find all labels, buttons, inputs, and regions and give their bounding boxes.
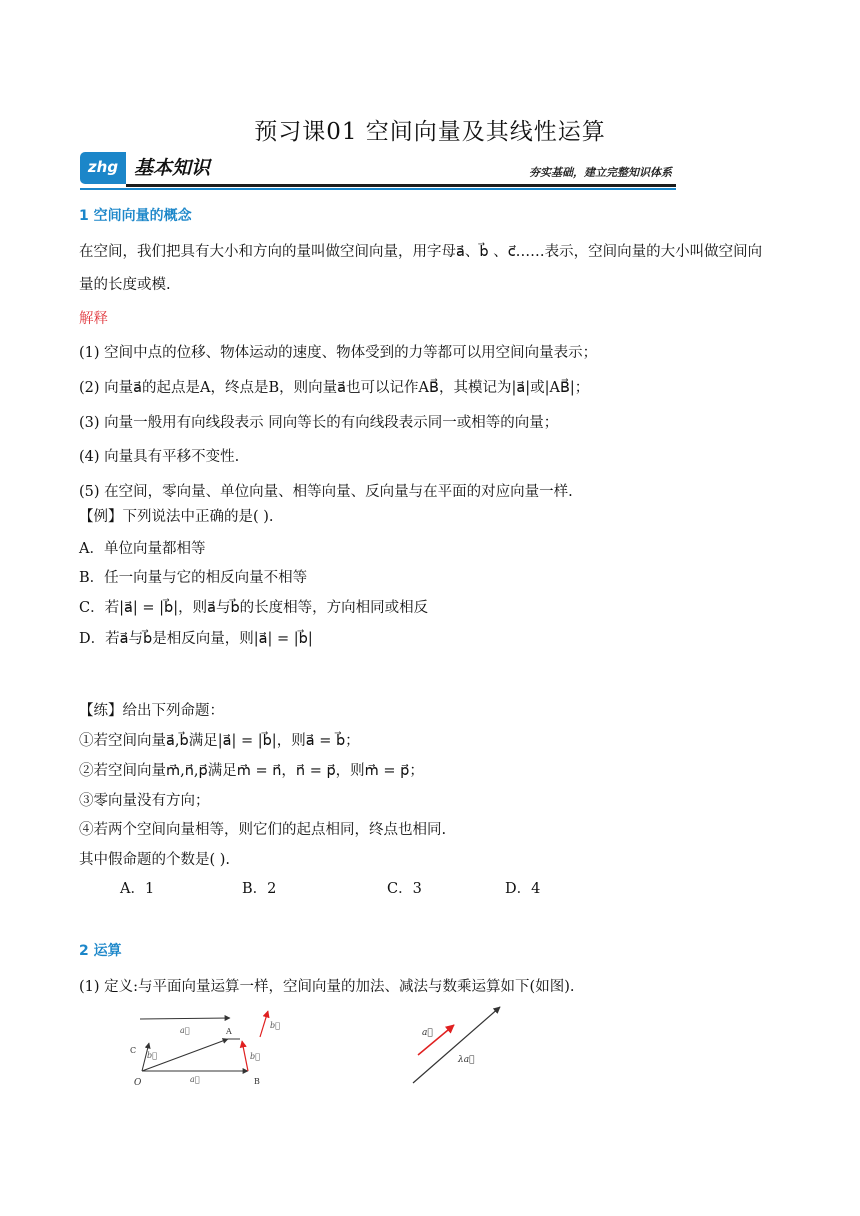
banner-logo: zhg bbox=[80, 152, 126, 184]
practice-item-2: ②若空间向量m⃗,n⃗,p⃗满足m⃗ = n⃗，n⃗ = p⃗，则m⃗ = p⃗； bbox=[79, 763, 424, 779]
point-2: (2) 向量a⃗的起点是A，终点是B，则向量a⃗也可以记作AB⃗，其模记为|a⃗|或|AB⃗|； bbox=[79, 380, 590, 396]
practice-item-1: ①若空间向量a⃗,b⃗满足|a⃗| = |b⃗|，则a⃗ = b⃗； bbox=[79, 733, 360, 749]
label-bottom-a: a⃗ bbox=[190, 1075, 200, 1084]
label-top-a: a⃗ bbox=[180, 1026, 190, 1035]
practice-item-4: ④若两个空间向量相等，则它们的起点相同，终点也相同. bbox=[79, 822, 447, 838]
example-option-c[interactable]: C．若|a⃗| = |b⃗|，则a⃗与b⃗的长度相等，方向相同或相反 bbox=[79, 600, 429, 616]
label-left-b: b⃗ bbox=[147, 1051, 157, 1060]
label-o: O bbox=[134, 1078, 142, 1088]
label-right-b: b⃗ bbox=[250, 1052, 260, 1061]
page-title: 预习课01 空间向量及其线性运算 bbox=[254, 119, 606, 145]
example-option-b[interactable]: B．任一向量与它的相反向量不相等 bbox=[79, 570, 308, 586]
label-lambda-a: λa⃗ bbox=[458, 1055, 475, 1065]
practice-choice-b[interactable]: B．2 bbox=[242, 881, 277, 897]
example-stem: 【例】下列说法中正确的是( ). bbox=[79, 509, 274, 525]
intro-line-1: 在空间，我们把具有大小和方向的量叫做空间向量，用字母a⃗、b⃗ 、c⃗……表示，空间向量的大小叫做空间向 bbox=[79, 244, 763, 260]
explain-label: 解释 bbox=[79, 311, 108, 327]
section1-heading: 1 空间向量的概念 bbox=[79, 208, 192, 224]
label-top-b: b⃗ bbox=[270, 1021, 280, 1030]
label-c: C bbox=[130, 1046, 137, 1055]
intro-line-2: 量的长度或模. bbox=[79, 277, 171, 293]
practice-choice-c[interactable]: C．3 bbox=[387, 881, 422, 897]
point-1: (1) 空间中点的位移、物体运动的速度、物体受到的力等都可以用空间向量表示； bbox=[79, 345, 598, 361]
label-vector-a: a⃗ bbox=[422, 1028, 433, 1038]
banner-heading: 基本知识 bbox=[134, 157, 211, 179]
point-5: (5) 在空间，零向量、单位向量、相等向量、反向量与在平面的对应向量一样. bbox=[79, 484, 573, 500]
banner-rule bbox=[126, 184, 676, 187]
banner-slogan: 夯实基础，建立完整知识体系 bbox=[529, 166, 672, 179]
operation-definition: (1) 定义:与平面向量运算一样，空间向量的加法、减法与数乘运算如下(如图). bbox=[79, 979, 575, 995]
example-option-d[interactable]: D．若a⃗与b⃗是相反向量，则|a⃗| = |b⃗| bbox=[79, 631, 313, 647]
section-banner bbox=[80, 150, 676, 190]
arrow-top-b bbox=[260, 1011, 268, 1037]
practice-question: 其中假命题的个数是( ). bbox=[79, 852, 231, 868]
label-A: A bbox=[226, 1027, 232, 1036]
arrow-lambda-a bbox=[413, 1007, 500, 1083]
section2-heading: 2 运算 bbox=[79, 943, 122, 959]
point-3: (3) 向量一般用有向线段表示 同向等长的有向线段表示同一或相等的向量； bbox=[79, 415, 559, 431]
point-4: (4) 向量具有平移不变性. bbox=[79, 449, 240, 465]
practice-choice-d[interactable]: D．4 bbox=[505, 881, 541, 897]
banner-rule-blue bbox=[80, 188, 676, 190]
label-B: B bbox=[254, 1077, 260, 1086]
example-option-a[interactable]: A．单位向量都相等 bbox=[79, 541, 206, 557]
practice-stem: 【练】给出下列命题： bbox=[79, 703, 224, 719]
practice-item-3: ③零向量没有方向； bbox=[79, 793, 210, 809]
practice-choice-a[interactable]: A．1 bbox=[120, 881, 155, 897]
arrow-top-a bbox=[140, 1018, 230, 1019]
arrow-right-b bbox=[242, 1041, 248, 1071]
vector-operation-figure bbox=[120, 1005, 540, 1095]
